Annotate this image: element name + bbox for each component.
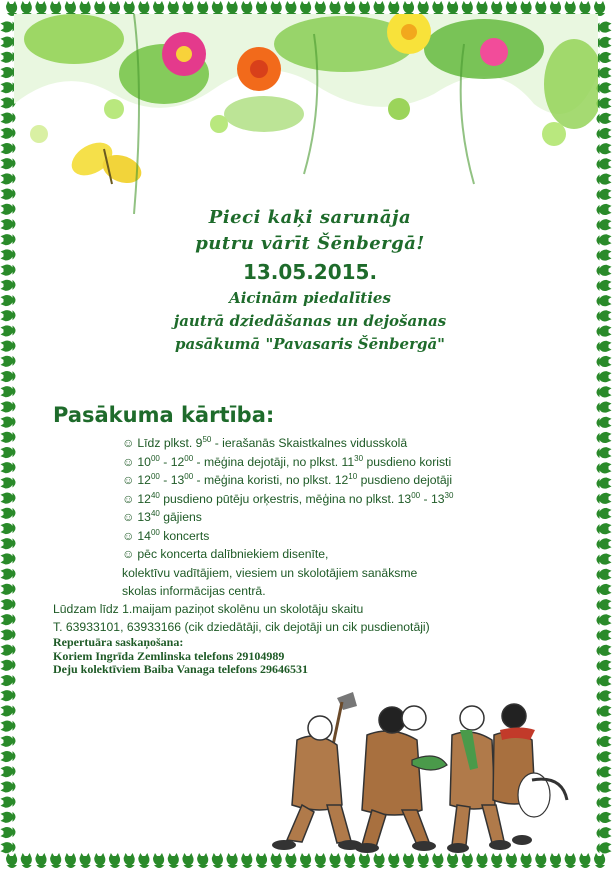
schedule-item: ☺ $12^{40}$ pusdieno pūtēju orķestris, mēģina no plkst. $13^{00} - 13^{30}$	[122, 490, 522, 509]
border-cat-icon	[597, 493, 612, 504]
border-cat-icon	[597, 219, 612, 230]
border-cat-icon	[138, 853, 149, 868]
border-cat-icon	[597, 827, 612, 838]
border-cat-icon	[579, 853, 590, 868]
border-cat-icon	[50, 853, 61, 868]
border-cat-icon	[109, 853, 120, 868]
invite-line-1: Aicinām piedalīties	[229, 289, 391, 307]
border-cat-icon	[597, 599, 612, 610]
border-cat-icon	[597, 113, 612, 124]
schedule-heading: Pasākuma kārtība:	[53, 403, 275, 427]
border-cat-icon	[227, 853, 238, 868]
border-cat-icon	[597, 554, 612, 565]
pink-flower-icon	[162, 32, 206, 76]
border-cat-icon	[597, 584, 612, 595]
border-cat-icon	[1, 508, 16, 519]
border-cat-icon	[1, 645, 16, 656]
border-cat-icon	[1, 371, 16, 382]
border-cat-icon	[597, 812, 612, 823]
border-cat-icon	[597, 37, 612, 48]
schedule-item-continuation: kolektīvu vadītājiem, viesiem un skolotājiem sanāksme	[122, 565, 418, 580]
contact-info	[53, 601, 430, 677]
border-cat-icon	[597, 690, 612, 701]
pink-bud-icon	[480, 38, 508, 66]
border-cat-icon	[1, 553, 16, 564]
schedule-item: ☺ $14^{00}$ koncerts	[122, 527, 522, 546]
border-cat-icon	[597, 782, 612, 793]
border-cat-icon	[1, 797, 16, 808]
border-cat-icon	[597, 128, 612, 139]
border-cat-icon	[597, 265, 612, 276]
border-cat-icon	[1, 341, 16, 352]
schedule-item: ☺ pēc koncerta dalībniekiem disenīte,	[122, 545, 522, 564]
border-cat-icon	[597, 462, 612, 473]
border-cat-icon	[153, 853, 164, 868]
border-cat-icon	[1, 234, 16, 245]
smiley-icon: ☺	[122, 528, 135, 543]
repertoire-dance-contact: Deju kolektīviem Baiba Vanaga telefons 29646531	[53, 662, 309, 676]
border-cat-icon	[597, 706, 612, 717]
border-cat-icon	[1, 766, 16, 777]
border-cat-icon	[197, 853, 208, 868]
smiley-icon: ☺	[122, 436, 135, 450]
title-line-2: putru vārīt Šēnbergā!	[195, 233, 425, 254]
smiley-icon: ☺	[122, 454, 135, 469]
border-cat-icon	[1, 629, 16, 640]
border-cat-icon	[1, 812, 16, 823]
cat-with-axe-icon	[272, 692, 362, 850]
border-cat-icon	[1, 538, 16, 549]
border-cat-icon	[1, 432, 16, 443]
schedule-item-continuation: skolas informācijas centrā.	[122, 584, 266, 598]
smiley-icon: ☺	[122, 547, 135, 561]
border-cat-icon	[597, 797, 612, 808]
schedule-item: ☺ Līdz plkst. $9^{50}$ - ierašanās Skaistkalnes vidusskolā	[122, 434, 522, 453]
border-cat-icon	[597, 341, 612, 352]
cat-with-red-scarf-icon	[493, 704, 567, 845]
border-cat-icon	[597, 538, 612, 549]
border-cat-icon	[80, 853, 91, 868]
schedule-item: ☺ $10^{00} - 12^{00}$ - mēģina dejotāji, no plkst. $11^{30}$ pusdieno koristi	[122, 453, 522, 472]
border-cat-icon	[1, 721, 16, 732]
border-cat-icon	[1, 675, 16, 686]
border-cat-icon	[597, 250, 612, 261]
border-cat-icon	[597, 417, 612, 428]
border-cat-icon	[597, 234, 612, 245]
border-cat-icon	[597, 174, 612, 185]
border-cat-icon	[597, 67, 612, 78]
border-cat-icon	[597, 98, 612, 109]
border-cat-icon	[1, 462, 16, 473]
border-cat-icon	[1, 705, 16, 716]
border-cat-icon	[1, 265, 16, 276]
smiley-icon: ☺	[122, 473, 135, 487]
border-cat-icon	[597, 478, 612, 489]
border-cat-icon	[597, 508, 612, 519]
smiley-icon: ☺	[122, 491, 135, 506]
border-cat-icon	[597, 326, 612, 337]
border-cat-icon	[597, 736, 612, 747]
spring-flowers-decoration	[14, 14, 598, 214]
event-date: 13.05.2015.	[242, 260, 378, 284]
border-cat-icon	[1, 477, 16, 488]
border-cat-icon	[1, 219, 16, 230]
border-cat-icon	[597, 356, 612, 367]
border-cat-icon	[597, 630, 612, 641]
border-cat-icon	[1, 690, 16, 701]
border-cat-icon	[1, 599, 16, 610]
border-cat-icon	[1, 356, 16, 367]
border-cat-icon	[1, 842, 16, 853]
repertoire-choir-contact: Koriem Ingrīda Zemlinska telefons 29104989	[53, 648, 285, 663]
border-cat-icon	[597, 721, 612, 732]
repertoire-title: Repertuāra saskaņošana:	[53, 635, 184, 649]
orange-flower-icon	[237, 47, 281, 91]
border-cat-icon	[65, 853, 76, 868]
border-cat-icon	[35, 853, 46, 868]
border-cat-icon	[1, 736, 16, 747]
border-cat-icon	[1, 417, 16, 428]
border-cat-icon	[597, 158, 612, 169]
border-cat-icon	[6, 853, 17, 868]
border-cat-icon	[597, 386, 612, 397]
border-cat-icon	[1, 401, 16, 412]
border-cat-icon	[594, 853, 605, 868]
border-cat-icon	[1, 386, 16, 397]
schedule-item: ☺ $13^{40}$ gājiens	[122, 508, 522, 527]
border-cat-icon	[1, 447, 16, 458]
border-cat-icon	[1, 751, 16, 762]
border-cat-icon	[597, 22, 612, 33]
border-cat-icon	[1, 325, 16, 336]
border-cat-icon	[597, 310, 612, 321]
border-cat-icon	[597, 766, 612, 777]
border-cat-icon	[94, 853, 105, 868]
registration-request: Lūdzam līdz 1.maijam paziņot skolēnu un skolotāju skaitu	[53, 602, 364, 616]
schedule-list	[122, 434, 522, 601]
border-cat-icon	[1, 280, 16, 291]
border-cat-icon	[597, 189, 612, 200]
border-cat-icon	[597, 280, 612, 291]
border-cat-icon	[1, 614, 16, 625]
invite-line-3: pasākumā "Pavasaris Šēnbergā"	[175, 335, 445, 353]
border-cat-icon	[597, 402, 612, 413]
border-cat-icon	[597, 371, 612, 382]
five-cats-illustration	[262, 690, 572, 860]
smiley-icon: ☺	[122, 510, 135, 524]
title-line-1: Pieci kaķi sarunāja	[208, 207, 412, 228]
border-cat-icon	[597, 614, 612, 625]
butterfly-icon	[66, 136, 145, 188]
border-cat-icon	[1, 569, 16, 580]
border-cat-icon	[1, 827, 16, 838]
border-cat-icon	[1, 781, 16, 792]
border-cat-icon	[597, 523, 612, 534]
border-cat-icon	[182, 853, 193, 868]
border-cat-icon	[1, 523, 16, 534]
border-cat-icon	[241, 853, 252, 868]
border-cat-icon	[597, 204, 612, 215]
border-cat-icon	[597, 569, 612, 580]
cat-border-right	[597, 22, 612, 854]
border-cat-icon	[597, 842, 612, 853]
border-cat-icon	[168, 853, 179, 868]
border-cat-icon	[1, 295, 16, 306]
border-cat-icon	[1, 584, 16, 595]
border-cat-icon	[597, 52, 612, 63]
border-cat-icon	[597, 447, 612, 458]
event-title-block	[120, 205, 500, 356]
registration-phone: T. 63933101, 63933166 (cik dziedātāji, cik dejotāji un cik pusdienotāji)	[53, 619, 430, 634]
border-cat-icon	[597, 82, 612, 93]
border-cat-icon	[124, 853, 135, 868]
border-cat-icon	[21, 853, 32, 868]
border-cat-icon	[597, 295, 612, 306]
border-cat-icon	[597, 143, 612, 154]
invite-line-2: jautrā dziedāšanas un dejošanas	[173, 312, 447, 330]
border-cat-icon	[1, 660, 16, 671]
border-cat-icon	[1, 249, 16, 260]
border-cat-icon	[597, 751, 612, 762]
border-cat-icon	[212, 853, 223, 868]
cat-with-fish-icon	[355, 706, 447, 853]
border-cat-icon	[597, 645, 612, 656]
schedule-item: ☺ $12^{00} - 13^{00}$ - mēģina koristi, no plkst. $12^{10}$ pusdieno dejotāji	[122, 471, 522, 490]
border-cat-icon	[597, 675, 612, 686]
border-cat-icon	[597, 660, 612, 671]
border-cat-icon	[1, 493, 16, 504]
border-cat-icon	[1, 310, 16, 321]
border-cat-icon	[597, 432, 612, 443]
